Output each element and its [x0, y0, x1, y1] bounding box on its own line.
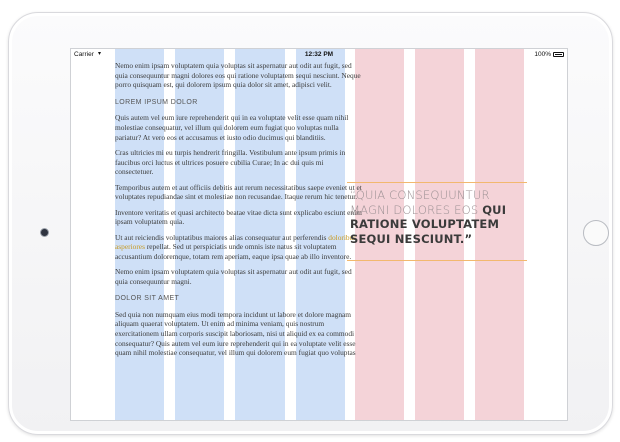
article-paragraph: Temporibus autem et aut officiis debitis aut rerum necessitatibus saepe eveniet ut et voluptates repudiandae sint et molestiae non recusandae. Itaque rerum hic tenetur. — [115, 182, 362, 202]
battery-percentage: 100% — [534, 51, 551, 58]
article-paragraph: Sed quia non numquam eius modi tempora incidunt ut labore et dolore magnam aliquam quaerat voluptatem. Ut enim ad minima veniam, quis nostrum exercitationem ullam corporis suscipit laboriosam, nisi ut aliquid ex ea commodi consequatur? Quis autem vel eum iure reprehenderit qui in ea voluptate velit esse quam nihil molestiae consequatur, vel illum qui dolorem eum fugiat quo voluptas — [115, 309, 356, 358]
article-paragraph: Nemo enim ipsam voluptatem quia voluptas sit aspernatur aut odit aut fugit, sed quia consequuntur magni dolores eos qui ratione voluptatem sequi nesciunt. Neque porro quisquam est, qui dolorem ipsum quia dolor sit amet, adipisci velit. — [115, 61, 361, 90]
status-time: 12:32 PM — [304, 51, 334, 58]
home-button[interactable] — [583, 220, 609, 246]
pull-quote-strong: QUI RATIONE VOLUPTATEM SEQUI NESCIUNT.” — [350, 202, 507, 246]
article-body — [115, 61, 363, 364]
pull-quote-bottom-rule — [347, 260, 527, 261]
paragraph-text: Ut aut reiciendis voluptatibus maiores alias consequatur aut perferendis — [115, 232, 329, 242]
status-bar — [71, 49, 567, 60]
wifi-icon: ▾ — [98, 51, 102, 57]
article-paragraph: Inventore veritatis et quasi architecto beatae vitae dicta sunt explicabo esciunt enim ipsam voluptatem quia. — [115, 207, 362, 227]
article-paragraph: Nemo enim ipsam voluptatem quia voluptas sit aspernatur aut odit aut fugit, sed quia consequuntur magni. — [115, 267, 352, 286]
section-heading: DOLOR SIT AMET — [115, 295, 180, 303]
pull-quote-top-rule — [347, 182, 527, 183]
battery-icon — [553, 52, 564, 57]
carrier-label: Carrier — [74, 51, 94, 58]
inline-link[interactable]: doloribus asperiores — [115, 232, 357, 252]
article-paragraph: Quis autem vel eum iure reprehenderit qui in ea voluptate velit esse quam nihil molestiae consequatur, vel illum qui dolorem eum fugiat quo voluptas nulla pariatur? At vero eos et accusamus et iusto odio ducimus qui blanditiis. — [115, 113, 349, 142]
front-camera — [41, 229, 48, 236]
device-screen — [70, 48, 568, 421]
paragraph-text: repellat. Sed ut perspiciatis unde omnis iste natus sit voluptatem accusantium doloremque, totam rem aperiam, eaque ipsa quae ab illo inventore. — [115, 242, 352, 261]
ipad-device-frame — [8, 12, 613, 435]
article-paragraph — [115, 233, 363, 262]
pull-quote-light: “QUIA CONSEQUUNTUR MAGNI DOLORES EOS — [350, 188, 490, 217]
section-heading: LOREM IPSUM DOLOR — [115, 98, 198, 106]
article-paragraph: Cras ultricies mi eu turpis hendrerit fringilla. Vestibulum ante ipsum primis in faucibus orci luctus et ultrices posuere cubilia Curae; In ac dui quis mi consectetuer. — [115, 147, 346, 177]
pull-quote — [350, 188, 525, 246]
